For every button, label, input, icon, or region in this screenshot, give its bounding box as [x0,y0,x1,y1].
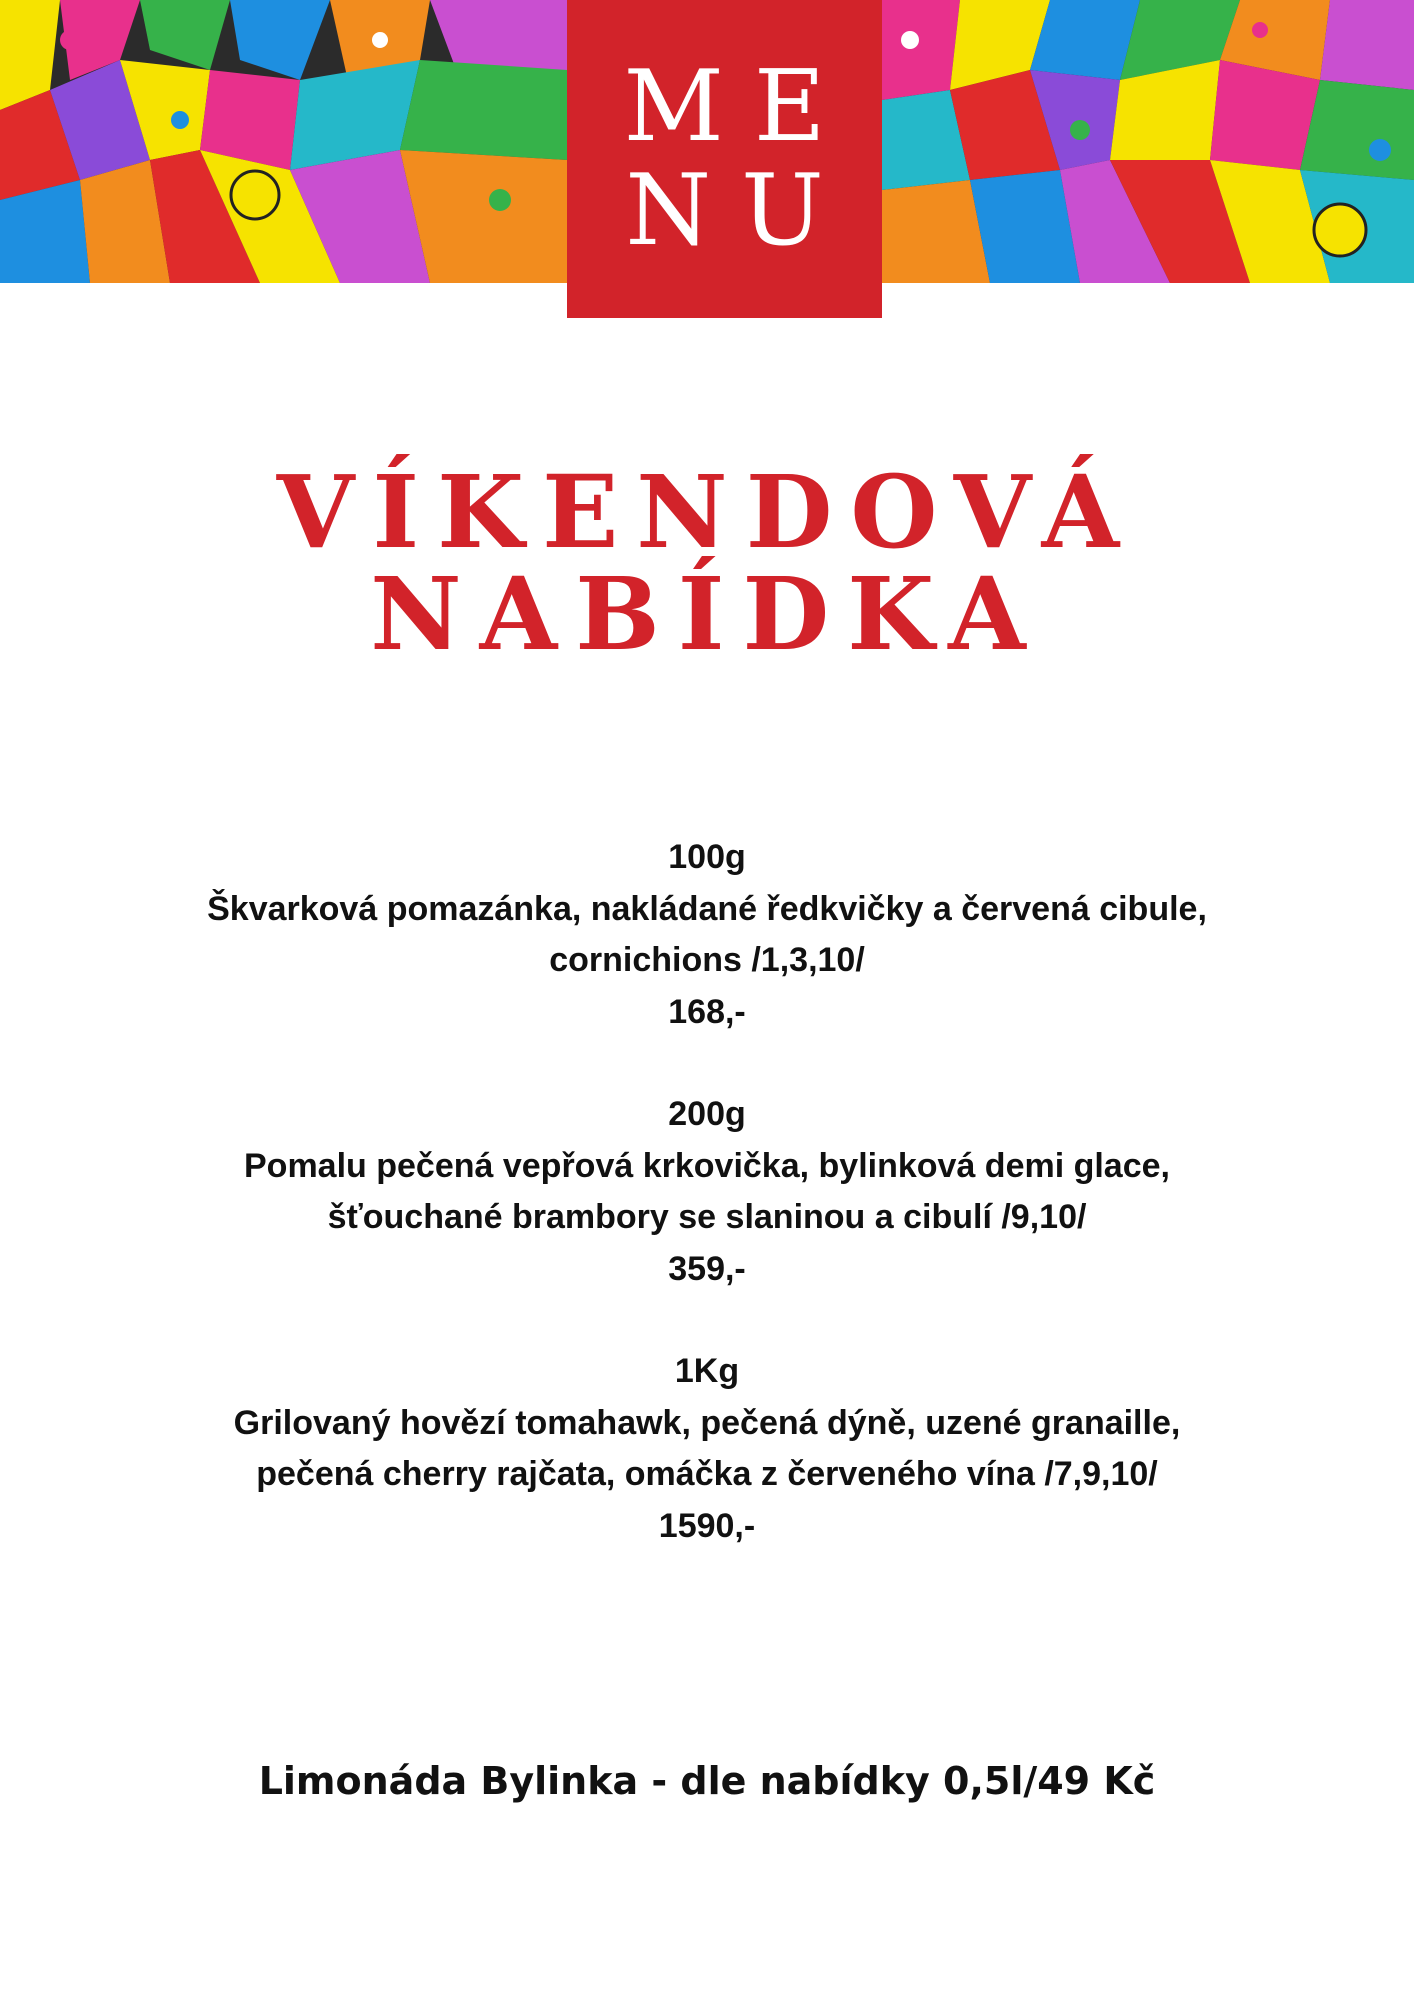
menu-item [0,1346,1414,1552]
page-title-line-2: NABÍDKA [370,555,1044,673]
item-description-line-2: pečená cherry rajčata, omáčka z červeného vína /7,9,10/ [256,1455,1158,1493]
item-description-line-2: šťouchané brambory se slaninou a cibulí /9,10/ [327,1198,1087,1236]
item-description-line-1: Škvarková pomazánka, nakládané ředkvičky a červená cibule, [207,889,1207,928]
menu-label-line-1: ME [623,50,856,164]
item-price: 359,- [668,1249,746,1288]
item-description-line-1: Grilovaný hovězí tomahawk, pečená dýně, uzené granaille, [233,1403,1181,1442]
item-weight: 200g [668,1095,746,1133]
menu-item [0,832,1414,1038]
item-price: 1590,- [658,1506,756,1545]
item-description-line-1: Pomalu pečená vepřová krkovička, bylinková demi glace, [244,1146,1170,1185]
menu-items-list [0,832,1414,1603]
drink-offer-note: Limonáda Bylinka - dle nabídky 0,5l/49 Kč [258,1759,1156,1803]
item-description-line-2: cornichions /1,3,10/ [549,941,865,979]
item-weight: 1Kg [674,1352,740,1390]
menu-label-block [567,0,882,318]
item-price: 168,- [668,992,746,1031]
menu-item [0,1089,1414,1295]
page-title-line-1: VÍKENDOVÁ [276,453,1138,571]
item-weight: 100g [668,838,746,876]
menu-label-line-2: NU [625,154,854,268]
